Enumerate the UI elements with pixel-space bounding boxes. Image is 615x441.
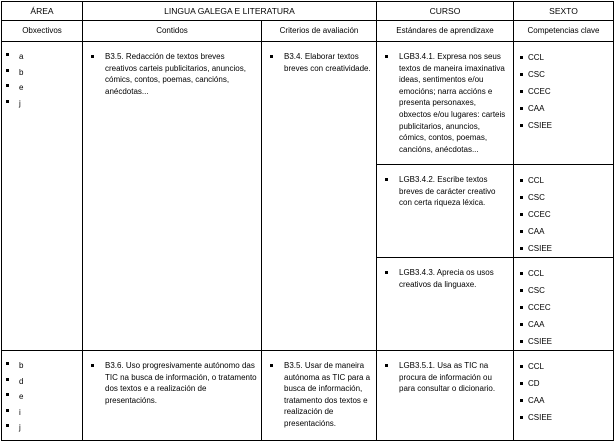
content-item: B3.6. Uso progresivamente autónomo das TIC na busca de información, o tratamento dos textos e a realización de presentacións. [83, 360, 261, 406]
competencies-cell [514, 351, 614, 441]
objective-item: a [2, 49, 82, 65]
objective-item: e [2, 389, 82, 405]
competency-item: CCL [514, 49, 613, 66]
objective-item: i [2, 405, 82, 421]
standard-item: LGB3.5.1. Usa as TIC na procura de información ou para consultar o dicionario. [377, 360, 513, 395]
objectives-cell [2, 351, 83, 441]
competencies-cell [514, 165, 614, 258]
criterion-item: B3.5. Usar de maneira autónoma as TIC para a busca de información, tratamento dos textos e realización de presentacións. [262, 360, 376, 430]
criteria-column-header: Criterios de avaliación [262, 21, 377, 42]
objectives-cell [2, 42, 83, 351]
criterion-cell [262, 351, 377, 441]
standard-item: LGB3.4.3. Aprecia os usos creativos da linguaxe. [377, 267, 513, 290]
standards-column-header: Estándares de aprendizaxe [377, 21, 514, 42]
competency-item: CAA [514, 100, 613, 117]
competency-item: CSIEE [514, 333, 613, 350]
content-cell [83, 351, 262, 441]
objective-item: b [2, 65, 82, 81]
objective-item: j [2, 420, 82, 436]
subject-header: LINGUA GALEGA E LITERATURA [83, 2, 377, 21]
header-row [2, 2, 614, 21]
curriculum-table [1, 1, 614, 441]
standard-cell [377, 165, 514, 258]
competencies-cell [514, 258, 614, 351]
standard-cell [377, 258, 514, 351]
area-header: ÁREA [2, 2, 83, 21]
competency-item: CAA [514, 223, 613, 240]
standard-cell [377, 351, 514, 441]
content-cell [83, 42, 262, 351]
objective-item: b [2, 358, 82, 374]
competencies-cell [514, 42, 614, 165]
competencies-column-header: Competencias clave [514, 21, 614, 42]
criterion-item: B3.4. Elaborar textos breves con creatividade. [262, 51, 376, 74]
competency-item: CSC [514, 282, 613, 299]
competency-item: CSIEE [514, 240, 613, 257]
table-row [2, 351, 614, 441]
objective-item: e [2, 80, 82, 96]
competency-item: CAA [514, 316, 613, 333]
content-item: B3.5. Redacción de textos breves creativos carteis publicitarios, anuncios, cómics, contos, poemas, cancións, anécdotas... [83, 51, 261, 97]
competency-item: CCL [514, 358, 613, 375]
table-row [2, 42, 614, 165]
grade-header: SEXTO [514, 2, 614, 21]
competency-item: CD [514, 375, 613, 392]
competency-item: CSIEE [514, 409, 613, 426]
contents-column-header: Contidos [83, 21, 262, 42]
competency-item: CAA [514, 392, 613, 409]
column-header-row [2, 21, 614, 42]
competency-item: CSC [514, 189, 613, 206]
course-header: CURSO [377, 2, 514, 21]
standard-cell [377, 42, 514, 165]
competency-item: CCEC [514, 206, 613, 223]
standard-item: LGB3.4.1. Expresa nos seus textos de maneira imaxinativa ideas, sentimentos e/ou emocións; narra accións e presenta personaxes, obxectos e/ou lugares: carteis publicitarios, anuncios, cómics, contos, poemas, cancións, anécdotas... [377, 51, 513, 155]
criterion-cell [262, 42, 377, 351]
competency-item: CCEC [514, 83, 613, 100]
competency-item: CCEC [514, 299, 613, 316]
competency-item: CCL [514, 265, 613, 282]
standard-item: LGB3.4.2. Escribe textos breves de carácter creativo con certa riqueza léxica. [377, 174, 513, 209]
competency-item: CSC [514, 66, 613, 83]
objective-item: j [2, 96, 82, 112]
objective-item: d [2, 374, 82, 390]
objectives-column-header: Obxectivos [2, 21, 83, 42]
competency-item: CCL [514, 172, 613, 189]
competency-item: CSIEE [514, 117, 613, 134]
